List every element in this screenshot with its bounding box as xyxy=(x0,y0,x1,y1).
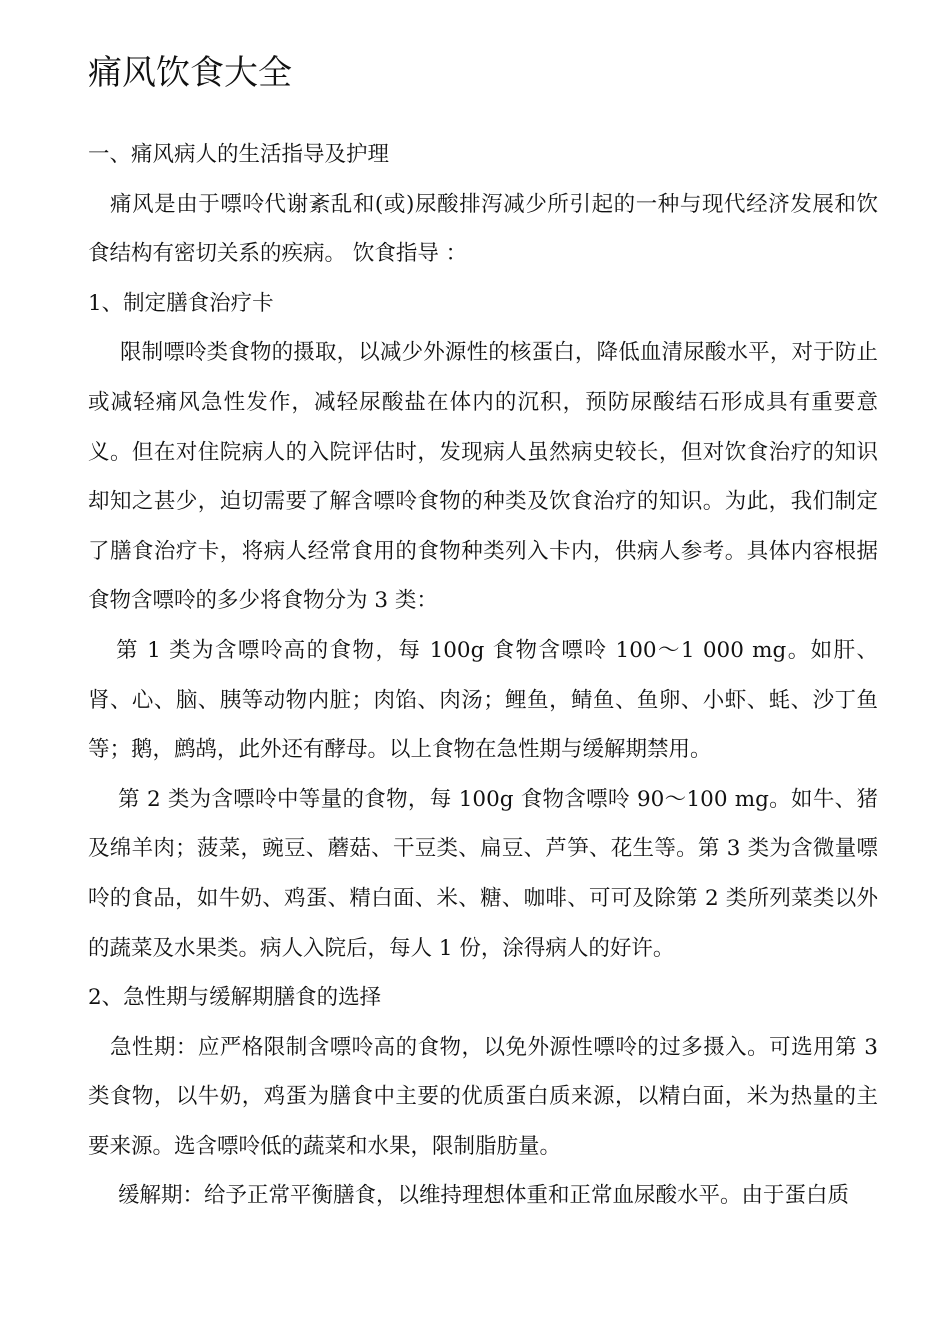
remission-phase-paragraph: 缓解期：给予正常平衡膳食，以维持理想体重和正常血尿酸水平。由于蛋白质 xyxy=(118,1183,850,1209)
acute-phase-paragraph: 急性期：应严格限制含嘌呤高的食物，以免外源性嘌呤的过多摄入。可选用第 3 类食物，以牛奶，鸡蛋为膳食中主要的优质蛋白质来源，以精白面，米为热量的主要来源。选含嘌呤低的蔬菜和水果，限制脂肪量。 xyxy=(88,1034,878,1159)
intro-paragraph: 痛风是由于嘌呤代谢紊乱和(或)尿酸排泻减少所引起的一种与现代经济发展和饮食结构有密切关系的疾病。 饮食指导 ： xyxy=(88,191,878,267)
subsection-heading-1: 1、制定膳食治疗卡 xyxy=(88,290,274,316)
section-heading-1: 一、痛风病人的生活指导及护理 xyxy=(88,142,390,167)
document-body xyxy=(88,130,878,1221)
category-1-paragraph: 第 1 类为含嘌呤高的食物，每 100g 食物含嘌呤 100～1 000 mg。如肝、肾、心、脑、胰等动物内脏；肉馅、肉汤；鲤鱼，鲭鱼、鱼卵、小虾、蚝、沙丁鱼等；鹅，鹧鸪，此外还有酵母。以上食物在急性期与缓解期禁用。 xyxy=(88,637,878,763)
category-2-3-paragraph: 第 2 类为含嘌呤中等量的食物，每 100g 食物含嘌呤 90～100 mg。如牛、猪及绵羊肉；菠菜，豌豆、蘑菇、干豆类、扁豆、芦笋、花生等。第 3 类为含微量嘌呤的食品，如牛奶、鸡蛋、精白面、米、糖、咖啡、可可及除第 2 类所列菜类以外的蔬菜及水果类。病人入院后，每人 1 份，涂得病人的好许。 xyxy=(88,786,878,961)
diet-card-paragraph: 限制嘌呤类食物的摄取，以减少外源性的核蛋白，降低血清尿酸水平，对于防止或减轻痛风急性发作，减轻尿酸盐在体内的沉积，预防尿酸结石形成具有重要意义。但在对住院病人的入院评估时，发现病人虽然病史较长，但对饮食治疗的知识却知之甚少，迫切需要了解含嘌呤食物的种类及饮食治疗的知识。为此，我们制定了膳食治疗卡，将病人经常食用的食物种类列入卡内，供病人参考。具体内容根据食物含嘌呤的多少将食物分为 3 类： xyxy=(88,340,878,614)
document-title: 痛风饮食大全 xyxy=(88,53,292,93)
subsection-heading-2: 2、急性期与缓解期膳食的选择 xyxy=(88,985,382,1011)
